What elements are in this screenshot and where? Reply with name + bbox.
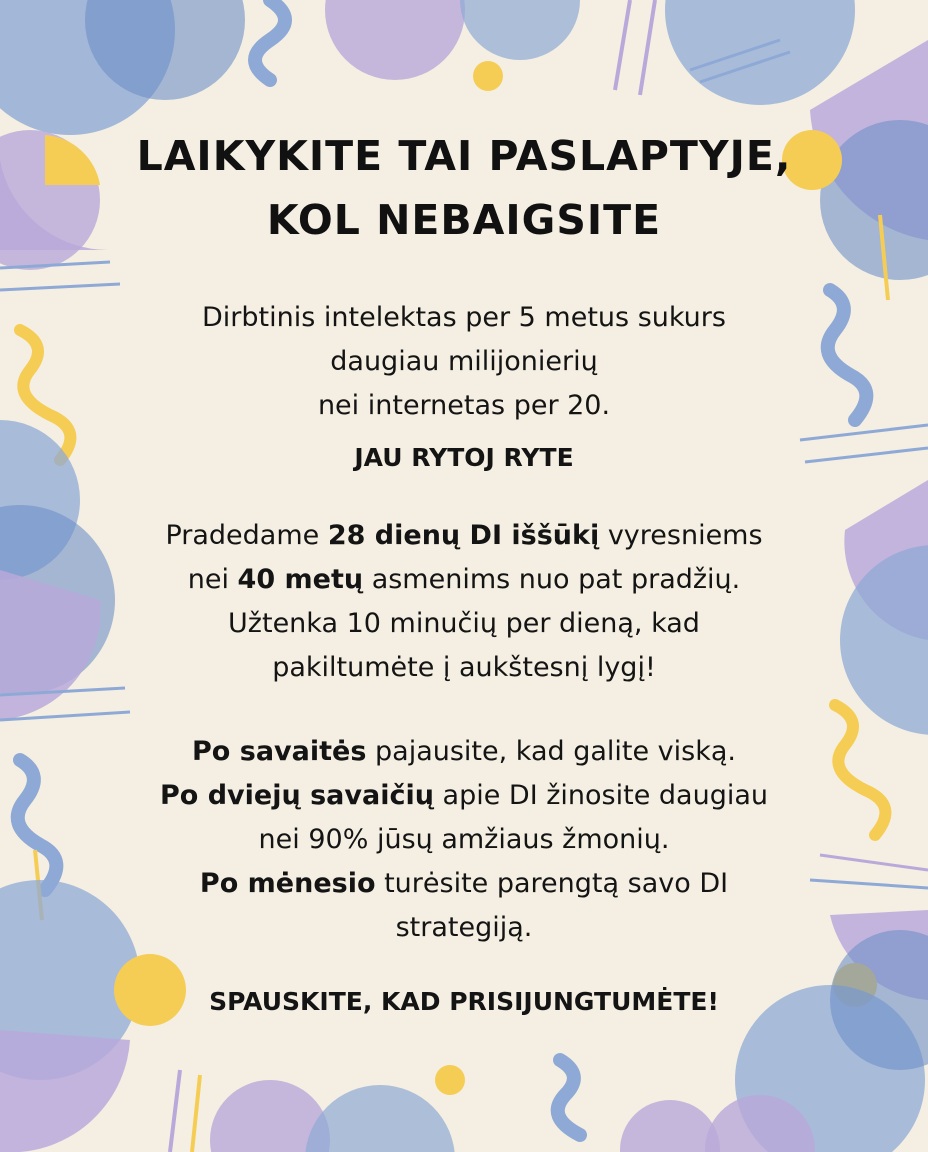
intro-text [100, 296, 828, 428]
milestone-month [90, 862, 838, 906]
age-highlight: 40 metų [237, 564, 364, 595]
challenge-line-1 [90, 514, 838, 558]
milestone-week [90, 730, 838, 774]
milestone-month-cont: strategiją. [395, 912, 533, 943]
challenge-line-4: pakiltumėte į aukštesnį lygį! [272, 652, 656, 683]
milestone-two-weeks-label: Po dviejų savaičių [159, 780, 434, 811]
challenge-line-2 [90, 558, 838, 602]
join-cta[interactable]: SPAUSKITE, KAD PRISIJUNGTUMĖTE! [209, 987, 719, 1016]
subheading: JAU RYTOJ RYTE [354, 443, 574, 472]
milestone-two-weeks-text: apie DI žinosite daugiau [433, 780, 768, 811]
milestone-two-weeks [90, 774, 838, 818]
challenge-line-3: Užtenka 10 minučių per dieną, kad [228, 608, 700, 639]
title-line-1: LAIKYKITE TAI PASLAPTYJE, [136, 132, 792, 180]
challenge-text: vyresniems [599, 520, 763, 551]
challenge-highlight: 28 dienų DI iššūkį [327, 520, 600, 551]
milestone-month-text: turėsite parengtą savo DI [375, 868, 729, 899]
milestone-week-label: Po savaitės [192, 736, 367, 767]
milestone-week-text: pajausite, kad galite viską. [366, 736, 736, 767]
intro-line-2: daugiau milijonierių [330, 346, 598, 377]
milestone-month-label: Po mėnesio [199, 868, 376, 899]
milestones-paragraph [90, 730, 838, 950]
poster-title [60, 124, 868, 252]
challenge-text: nei [187, 564, 238, 595]
intro-line-3: nei internetas per 20. [317, 390, 611, 421]
title-line-2: KOL NEBAIGSITE [266, 196, 662, 244]
intro-line-1: Dirbtinis intelektas per 5 metus sukurs [202, 302, 726, 333]
challenge-text: asmenims nuo pat pradžių. [363, 564, 741, 595]
challenge-text: Pradedame [165, 520, 328, 551]
milestone-two-weeks-cont: nei 90% jūsų amžiaus žmonių. [258, 824, 670, 855]
challenge-paragraph [90, 514, 838, 690]
